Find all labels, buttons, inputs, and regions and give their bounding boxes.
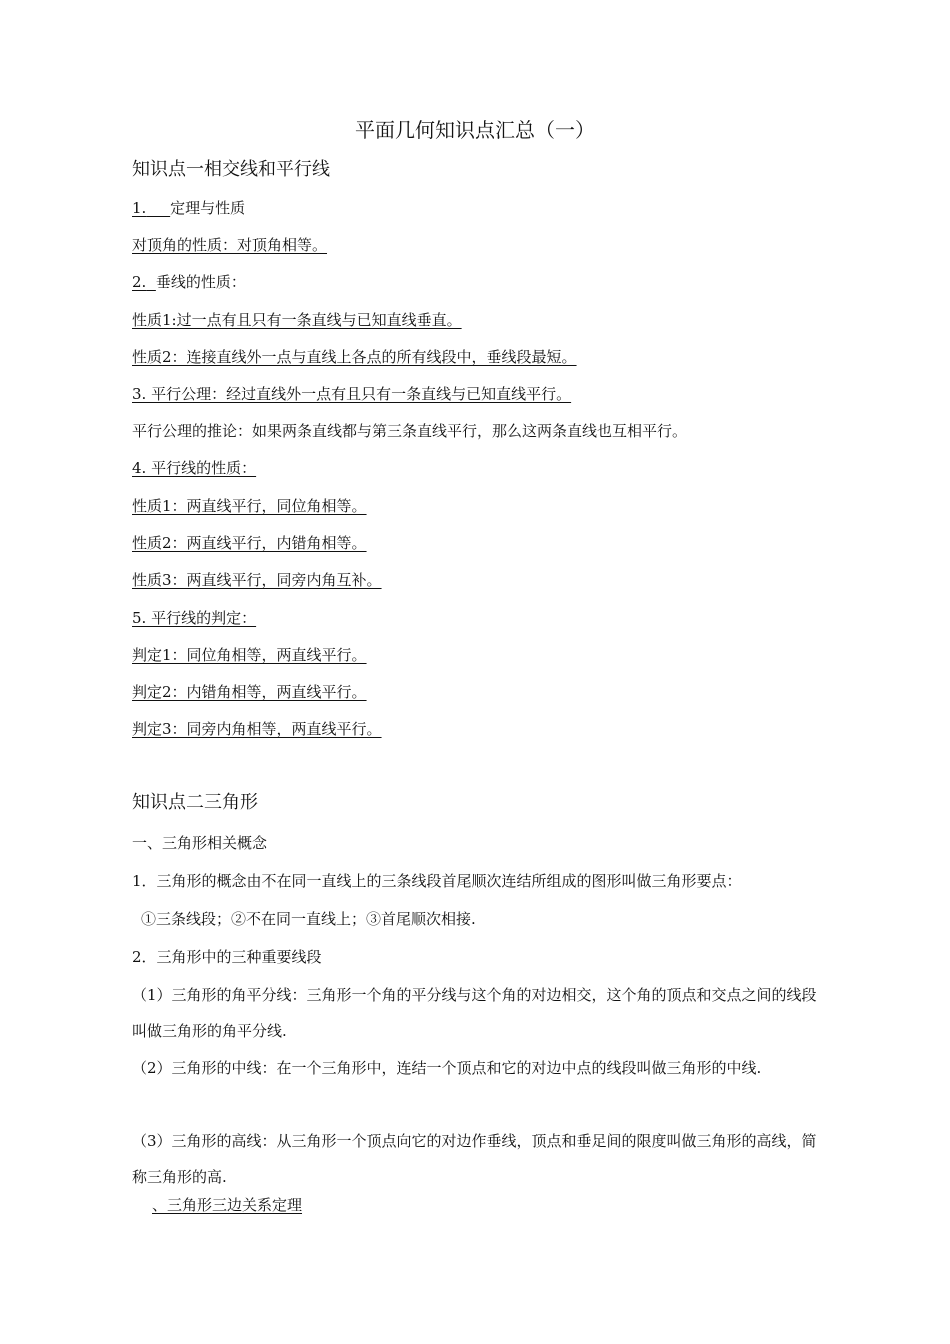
section-heading-triangles: 知识点二三角形 [132, 792, 258, 813]
three-important-segments: 2．三角形中的三种重要线段 [132, 948, 322, 966]
parallel-criterion-3: 判定3：同旁内角相等，两直线平行。 [132, 720, 382, 738]
vertical-angle-property: 对顶角的性质：对顶角相等。 [132, 236, 328, 254]
perpendicular-property-2: 性质2：连接直线外一点与直线上各点的所有线段中，垂线段最短。 [132, 348, 577, 366]
item-3-parallel-axiom: 3. 平行公理：经过直线外一点有且只有一条直线与已知直线平行。 [132, 385, 572, 403]
item-1-number: 1. [132, 199, 147, 217]
document-title: 平面几何知识点汇总（一） [355, 118, 595, 142]
angle-bisector-definition: （1）三角形的角平分线：三角形一个角的平分线与这个角的对边相交，这个角的顶点和交点之间的线段叫做三角形的角平分线. [132, 986, 817, 1040]
parallel-criterion-2: 判定2：内错角相等，两直线平行。 [132, 683, 367, 701]
parallel-property-1: 性质1：两直线平行，同位角相等。 [132, 497, 367, 515]
item-1 [132, 198, 245, 218]
altitude-definition: （3）三角形的高线：从三角形一个顶点向它的对边作垂线，顶点和垂足间的限度叫做三角形的高线，简称三角形的高. [132, 1132, 817, 1186]
triangle-definition: 1．三角形的概念由不在同一直线上的三条线段首尾顺次连结所组成的图形叫做三角形要点： [132, 872, 742, 890]
parallel-property-2: 性质2：两直线平行，内错角相等。 [132, 534, 367, 552]
perpendicular-property-1: 性质1:过一点有且只有一条直线与已知直线垂直。 [132, 311, 462, 329]
item-2-number: 2. [132, 273, 147, 291]
item-1-label: 定理与性质 [170, 199, 246, 217]
item-2 [132, 272, 246, 292]
item-2-label: 垂线的性质： [155, 273, 246, 291]
section-heading-lines: 知识点一相交线和平行线 [132, 159, 330, 180]
subheading-triangle-side-relation: 、三角形三边关系定理 [152, 1196, 303, 1214]
subheading-triangle-concepts: 一、三角形相关概念 [132, 834, 268, 852]
parallel-property-3: 性质3：两直线平行，同旁内角互补。 [132, 571, 382, 589]
parallel-criterion-1: 判定1：同位角相等，两直线平行。 [132, 646, 367, 664]
parallel-axiom-corollary: 平行公理的推论：如果两条直线都与第三条直线平行，那么这两条直线也互相平行。 [132, 422, 688, 440]
triangle-definition-points: ①三条线段；②不在同一直线上；③首尾顺次相接. [141, 910, 476, 928]
item-5-parallel-criteria: 5. 平行线的判定： [132, 609, 257, 627]
item-4-parallel-properties: 4. 平行线的性质： [132, 459, 257, 477]
median-definition: （2）三角形的中线：在一个三角形中，连结一个顶点和它的对边中点的线段叫做三角形的中线. [132, 1059, 762, 1077]
